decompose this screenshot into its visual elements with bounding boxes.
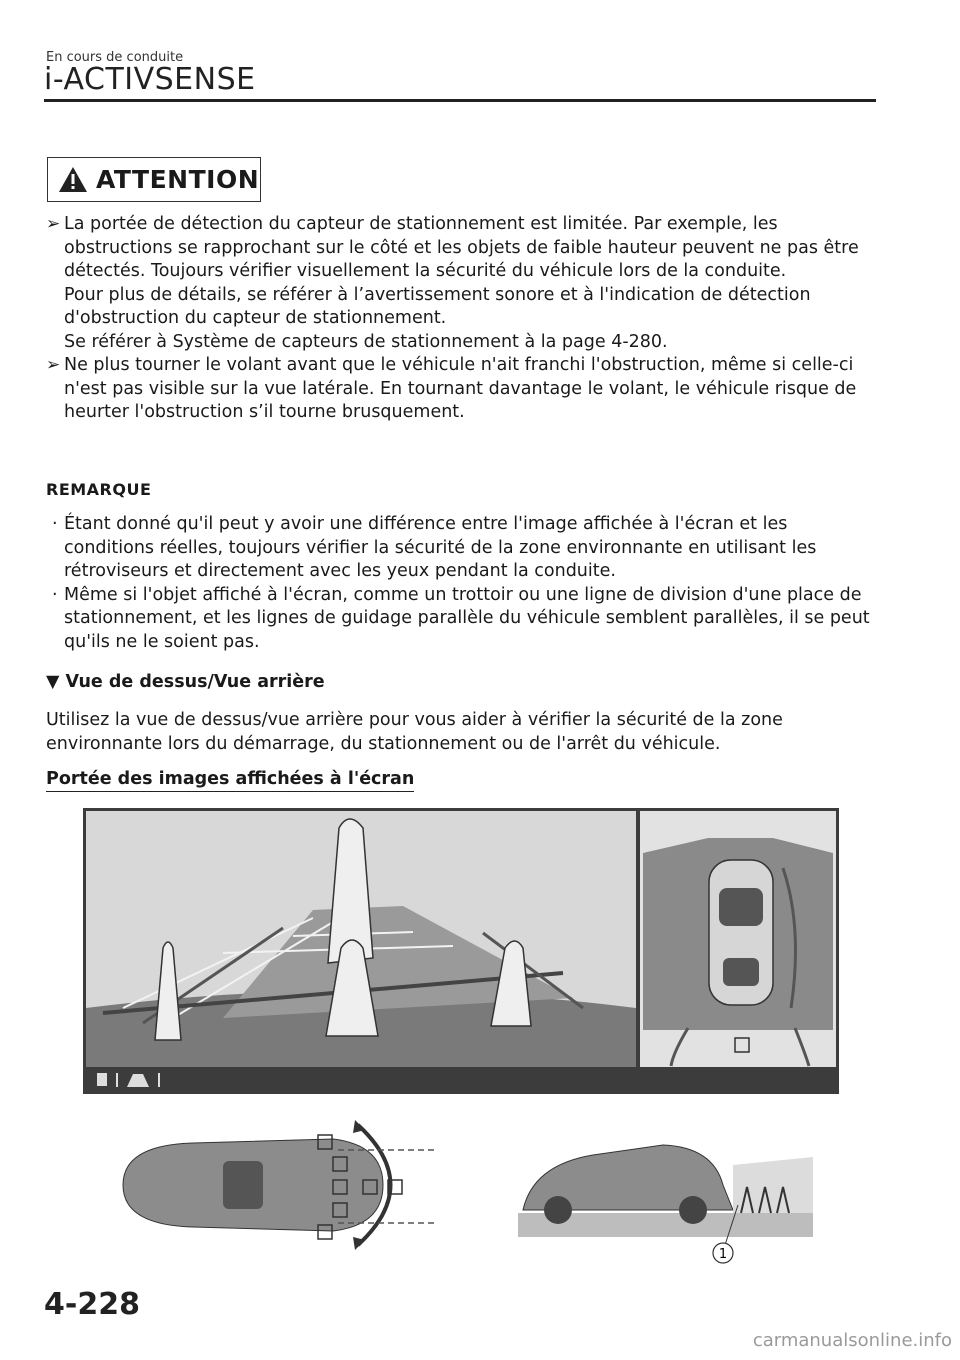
dot-bullet: ·: [52, 514, 58, 534]
arrow-bullet-icon: ➢: [46, 355, 61, 375]
sensor-range-diagram: [83, 1105, 823, 1265]
header-section-label: En cours de conduite: [46, 50, 184, 65]
note-text: Même si l'objet affiché à l'écran, comme un trottoir ou une ligne de division d'une place de stationnement, et les lignes de guidage parallèle du véhicule semblent parallèles, il se peut qu'ils ne le soient pas.: [64, 584, 870, 652]
attention-item: [46, 354, 876, 425]
attention-list: [46, 213, 876, 425]
page-number: 4-228: [44, 1287, 140, 1322]
note-list: [46, 513, 876, 654]
attention-line: La portée de détection du capteur de stationnement est limitée. Par exemple, les obstructions se rapprochant sur le côté et les objets de faible hauteur peuvent ne pas être détectés. Toujours vérifier visuellement la sécurité du véhicule lors de la conduite.: [64, 214, 859, 281]
dot-bullet: ·: [52, 584, 58, 605]
figure-title: Portée des images affichées à l'écran: [46, 769, 414, 792]
header-title: i-ACTIVSENSE: [44, 62, 256, 97]
attention-item: [46, 213, 876, 354]
attention-box: [47, 157, 261, 202]
camera-screen-figure: [83, 808, 839, 1094]
note-item: [46, 513, 876, 584]
attention-label: ATTENTION: [96, 165, 260, 194]
watermark: carmanualsonline.info: [752, 1330, 952, 1351]
note-title: REMARQUE: [46, 480, 152, 499]
attention-line: Pour plus de détails, se référer à l’avertissement sonore et à l'indication de détection d'obstruction du capteur de stationnement.: [64, 284, 811, 328]
attention-line: Ne plus tourner le volant avant que le véhicule n'ait franchi l'obstruction, même si celle-ci n'est pas visible sur la vue latérale. En tournant davantage le volant, le véhicule risque de heurter l'obstruction s’il tourne brusquement.: [64, 355, 857, 422]
section-title: ▼ Vue de dessus/Vue arrière: [46, 672, 325, 692]
note-text: Étant donné qu'il peut y avoir une différence entre l'image affichée à l'écran et les conditions réelles, toujours vérifier la sécurité de la zone environnante en utilisant les rétroviseurs et directement avec les yeux pendant la conduite.: [64, 514, 817, 581]
header-rule: [44, 99, 876, 102]
section-paragraph: Utilisez la vue de dessus/vue arrière pour vous aider à vérifier la sécurité de la zone environnante lors du démarrage, du stationnement ou de l'arrêt du véhicule.: [46, 710, 783, 754]
status-bar: [86, 1069, 836, 1091]
arrow-bullet-icon: ➢: [46, 214, 61, 234]
attention-line: Se référer à Système de capteurs de stationnement à la page 4-280.: [64, 331, 668, 352]
note-item: [46, 584, 876, 655]
callout-number: 1: [718, 1247, 728, 1262]
warning-icon: [58, 166, 88, 193]
car-side-view: [518, 1145, 813, 1237]
